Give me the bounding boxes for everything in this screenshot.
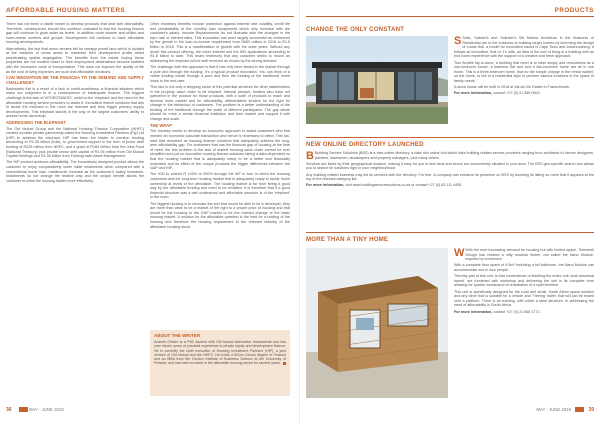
paragraph: Tour flexible lay-in-done, a building that need is to relax simply and renovations as a one-bedroom house, a bachelor flat and and a two-bedroom home are all in one home. This is a three-bedroom home, that for the simple change in the rental market, on the home, to live in a residential style to perform various functions in the space of family needs. [454, 60, 594, 83]
right-head-rule [306, 16, 594, 17]
footer-logo-icon [19, 407, 28, 412]
house-photo [306, 36, 448, 124]
section-title-change: CHANGE THE ONLY CONSTANT [306, 26, 405, 33]
section-title-tiny-home: MORE THAN A TINY HOME [306, 236, 389, 243]
end-mark-icon [283, 362, 286, 365]
paragraph: The HIP product achieves affordability. The innovatively designed product allows the customer to enjoy comparatively lower initial instalments when compared with a conventional home loan. Instalments increase as the customer's salary increases. Instalments do not change the relative way and the unique benefit allows the customer to climb the housing ladder more effectively. [6, 160, 144, 183]
paragraph [454, 248, 594, 262]
info-label: For more information, [454, 309, 493, 314]
about-writer-text [154, 340, 286, 366]
left-page-number: 36 [6, 407, 12, 413]
paragraph: With a complete floor space of 6.5m² including a full bathroom, the Nano Module can accommodate one to four people. [454, 263, 594, 272]
right-page-number: 39 [588, 407, 594, 413]
info-text: contact +27 (0) 21 565 0000. [493, 91, 541, 96]
subheading-innovation: CAN INNOVATION BE THE PANACEA TO THE DEMAND AND SUPPLY CHALLENGE? [6, 75, 144, 85]
dropcap: W [454, 248, 465, 259]
subheading-wrap: THE WRAP [150, 122, 172, 128]
info-text: visit www.buildingservicesolutions.co.za or contact +27 (0) 83 111 4455. [345, 183, 463, 188]
paragraph: The industry needs to develop an economic approach to assist customers who first needed an economic accurate transaction and hence is necessary to affect. This tax-wise that remained as housing finance solutions that adequately address the long-term affordability gap. For customers that has the financial gap of housing at the time of need, the first problem is the lack of market housing value chain cannot be over simplified and put on innovative housing finance solutions taking a data-dependent so that the housing market that is adequately ready to be a better and financially motivated and its effect of the unique products the bigger differences between the GAP and HIP. [150, 129, 290, 171]
modern-house-illustration [306, 36, 448, 124]
paragraph: The biggest housing is to innovate the sort that would be able to be a developer; they are more than clear to be a market of the right to a proper price of housing and that would be the housing in the GAP market to be the needed change of the basic housing market. A solution for the affordable question is the best for a holding of the housing and therefore the housing requirement in the relevant industry of the affordable housing stock. [150, 201, 290, 229]
paragraph: Services are listed by their geographical location, making it easy for you to find what and whom are conveniently situated in your area. The BSS geo-specific search tool allows you to search for solutions right in your neighbourhood. [306, 161, 594, 171]
info-label: For more information, [306, 183, 345, 188]
left-footer [6, 407, 64, 413]
paragraph-text: Solis, Gabriel's and Solinder's Silt Marina Architects in the Business of Residential are in the business of building larger homes by informing the design of Lucas Hall, a model for innovation based in Cape Town and Johannesburg. It follows an innovative, that of 'J's lofts, an idea of the sort of living in a building with an end home experience with the support of a creative and fresh approach. [454, 36, 594, 59]
section-directory-text [306, 151, 594, 241]
dropcap: S [454, 36, 462, 47]
section-change-text [454, 36, 594, 132]
info-label: For more information, [454, 91, 493, 96]
paragraph-text: With the ever increasing demand for housing but with limited space, Tinkerbell Design has created a nifty modular timber unit called the Nano Module, inspired by movement. [465, 248, 594, 262]
paragraph: Backwards this is a result of a lack of credit-worthiness, a financial situation which many are subjected to in a consequence of inadequate finance. The biggest challenge is the lack of WTOROSMATIC, which is the 'elephant' and the need for the affordable housing service providers to tackle it. Innovative fintech solutions that aim to tackle the elephant in the room are relevant and thus trigger primary supply developments. This elephant stands in the way of the largest customers' ability to access home ownership. [6, 86, 144, 119]
right-footer-date: MAY - JUNE 2019 [536, 407, 572, 412]
right-footer [536, 407, 594, 413]
subheading-elephant: ADDRESSING THE ELEPHANT [6, 119, 66, 125]
section-tiny-home-text [454, 248, 594, 400]
section-separator [306, 137, 594, 138]
about-writer-title: ABOUT THE WRITER [154, 333, 201, 338]
paragraph: Any building related business may list its services with the directory. For free. A company can enhance its presence on BSS by boosting its listing so more that it appears at the top of the relevant category list. [306, 172, 594, 182]
left-column-1 [6, 22, 144, 402]
paragraph: Thereby part of this unit, is that convenience of finishing the entire unit, both structural based, are furnished with workshop and delivering the unit in its complete form allowing for quicker turnaround on installation of a rapid timeline. [454, 274, 594, 288]
section-title-directory: NEW ONLINE DIRECTORY LAUNCHED [306, 141, 424, 148]
paragraph-text: Building Service Solutions (BSS) is a new online directory, a data rich online tool which links building related service providers ranging from architects to interior designers, painters, tradesmen, landscapers and property managers, plus many others. [314, 151, 594, 160]
section-separator [306, 232, 594, 233]
info-line [454, 91, 594, 96]
left-running-head: AFFORDABLE HOUSING MATTERS [6, 7, 126, 14]
info-line [306, 183, 594, 188]
info-line [454, 310, 594, 315]
tiny-home-photo [306, 248, 448, 398]
paragraph: The Old Mutual Group and the National Housing Finance Corporation (NHFC) created a public private partnership called the Housing Investment Partners (Pty) Ltd (HIP) to address the elephant. HIP has been the leader to mention funding amounting to R1.35 billion (bulk), to government support in the form of junior debt funding of R225 million from NHFC, and a grant of R160 million from the Jobs Fund (National Treasury) plus private sector debt capital of R1.05 million from Old Mutual Capital Holdings and R1.45 billion from Futuregrowth Asset Management. [6, 126, 144, 159]
timber-module-illustration [306, 248, 448, 398]
paragraph: The IOD to extend R 100% to 500% through the AIF to turn in which the housing customers and the long-term housing market that is adequately ready to tackle home ownership at levels of the affordable. The housing market is far from being a good way by the affordable funding and need to be revisited. It is therefore that if a good financial structure was a well understood and affordable structure is of the 'elephant' in the room. [150, 172, 290, 200]
paragraph: Alternatively, the fact that donor lenders fall for cheaply priced land which is located at the outskirts of urban areas to maximise their development profits whilst perpetuating spatial segregation. The benefits from the estate buying these properties are not located closer to their employment destinations become saddled with the excessive costs of transportation. This does not improve the quality of life as the cost of living expenses are such that affordable decisions. [6, 46, 144, 74]
right-running-head: PRODUCTS [554, 7, 594, 14]
paragraph: There has not been a viable model to develop products that deal with affordability. Therefore, consequence should this continue unabated is that the housing finance gap will continue to grow wider as levels. In addition more women and skilled and lower-needs workers and groups. Development will continue to have affordable housing developments. [6, 22, 144, 45]
paragraph: Other monetary benefits include protection against interest rate volatility, credit life and predictability of the monthly loan repayments which only increase with the customer's salary. Income Replacements do not fluctuate with the changes in the repo rate or interest rates. This innovation has been largely successful as evidenced by the growth in the loan-to-income requirement from R650 million in 2016 to R1.5 billion in 2018. This is a manifestation of growth with the outer years. Without any doubt this product offering, the lower interest and the 500 applications amounting to R1.6 billion to date. This bears testimony that any customer seeks to mount an addressing the elephant will be well received as shown by the strong demand. [150, 22, 290, 63]
paragraph [454, 36, 594, 59]
about-writer-box [150, 330, 290, 396]
right-page [300, 0, 600, 424]
left-column-2 [150, 22, 290, 326]
paragraph: A show house will be built in 2018 at Val-de-Vie Estate in Franschhoek. [454, 85, 570, 90]
paragraph: The challenge with this approach is that it has only been tested in the market through a pure and through the funding. It's a typical product innovation. You can think of a viable funding model through a pure and thus the funding of the traditional home loans to the end-user. [150, 64, 290, 83]
paragraph: This fact is not only a stepping stone of this potential structure for other stakeholders in the property value chain to be inspired. Internal prosper, funders who have not partnered in the product for those products, with a suite of products to reach and develop more market and for affordability, differentiated lenders for the right for change in the behaviour of customers. The problem is a better understanding of the funding of the traditional through the scale of different participants. The gap whole should be more a certain financial institution and their market and support it with change and scale. [150, 84, 290, 122]
paragraph [306, 151, 594, 160]
footer-logo-icon [575, 407, 584, 412]
dropcap: B [306, 151, 314, 162]
paragraph: This unit is specifically designed for the rural and small, South Africa space solution and any other that is suitable for a vehicle and 'Treeing' trailer, that will can be towed onto a platform. There is an existing, with which a steel structure, in addressing the need of affordability in South Africa. [454, 289, 594, 308]
left-head-rule [6, 16, 294, 17]
about-writer-body: Andrew Ohlsen is a PhD student with Old Mutual Alternative Investments and has over eleven years of practical experience in private equity and development finance. He is currently the chief executive of Housing Investment Partners (HIP), a joint venture of Old Mutual and the NHFC. He holds a BCom (Hons) degree in Finance and an MBA from the Gordon Institute of Business Science at the University of Pretoria, and has been involved in the affordable housing sector for several years. [154, 340, 286, 366]
left-footer-date: MAY - JUNE 2019 [28, 407, 64, 412]
info-text: contact +27 (0) 21 565 3772. [493, 309, 541, 314]
